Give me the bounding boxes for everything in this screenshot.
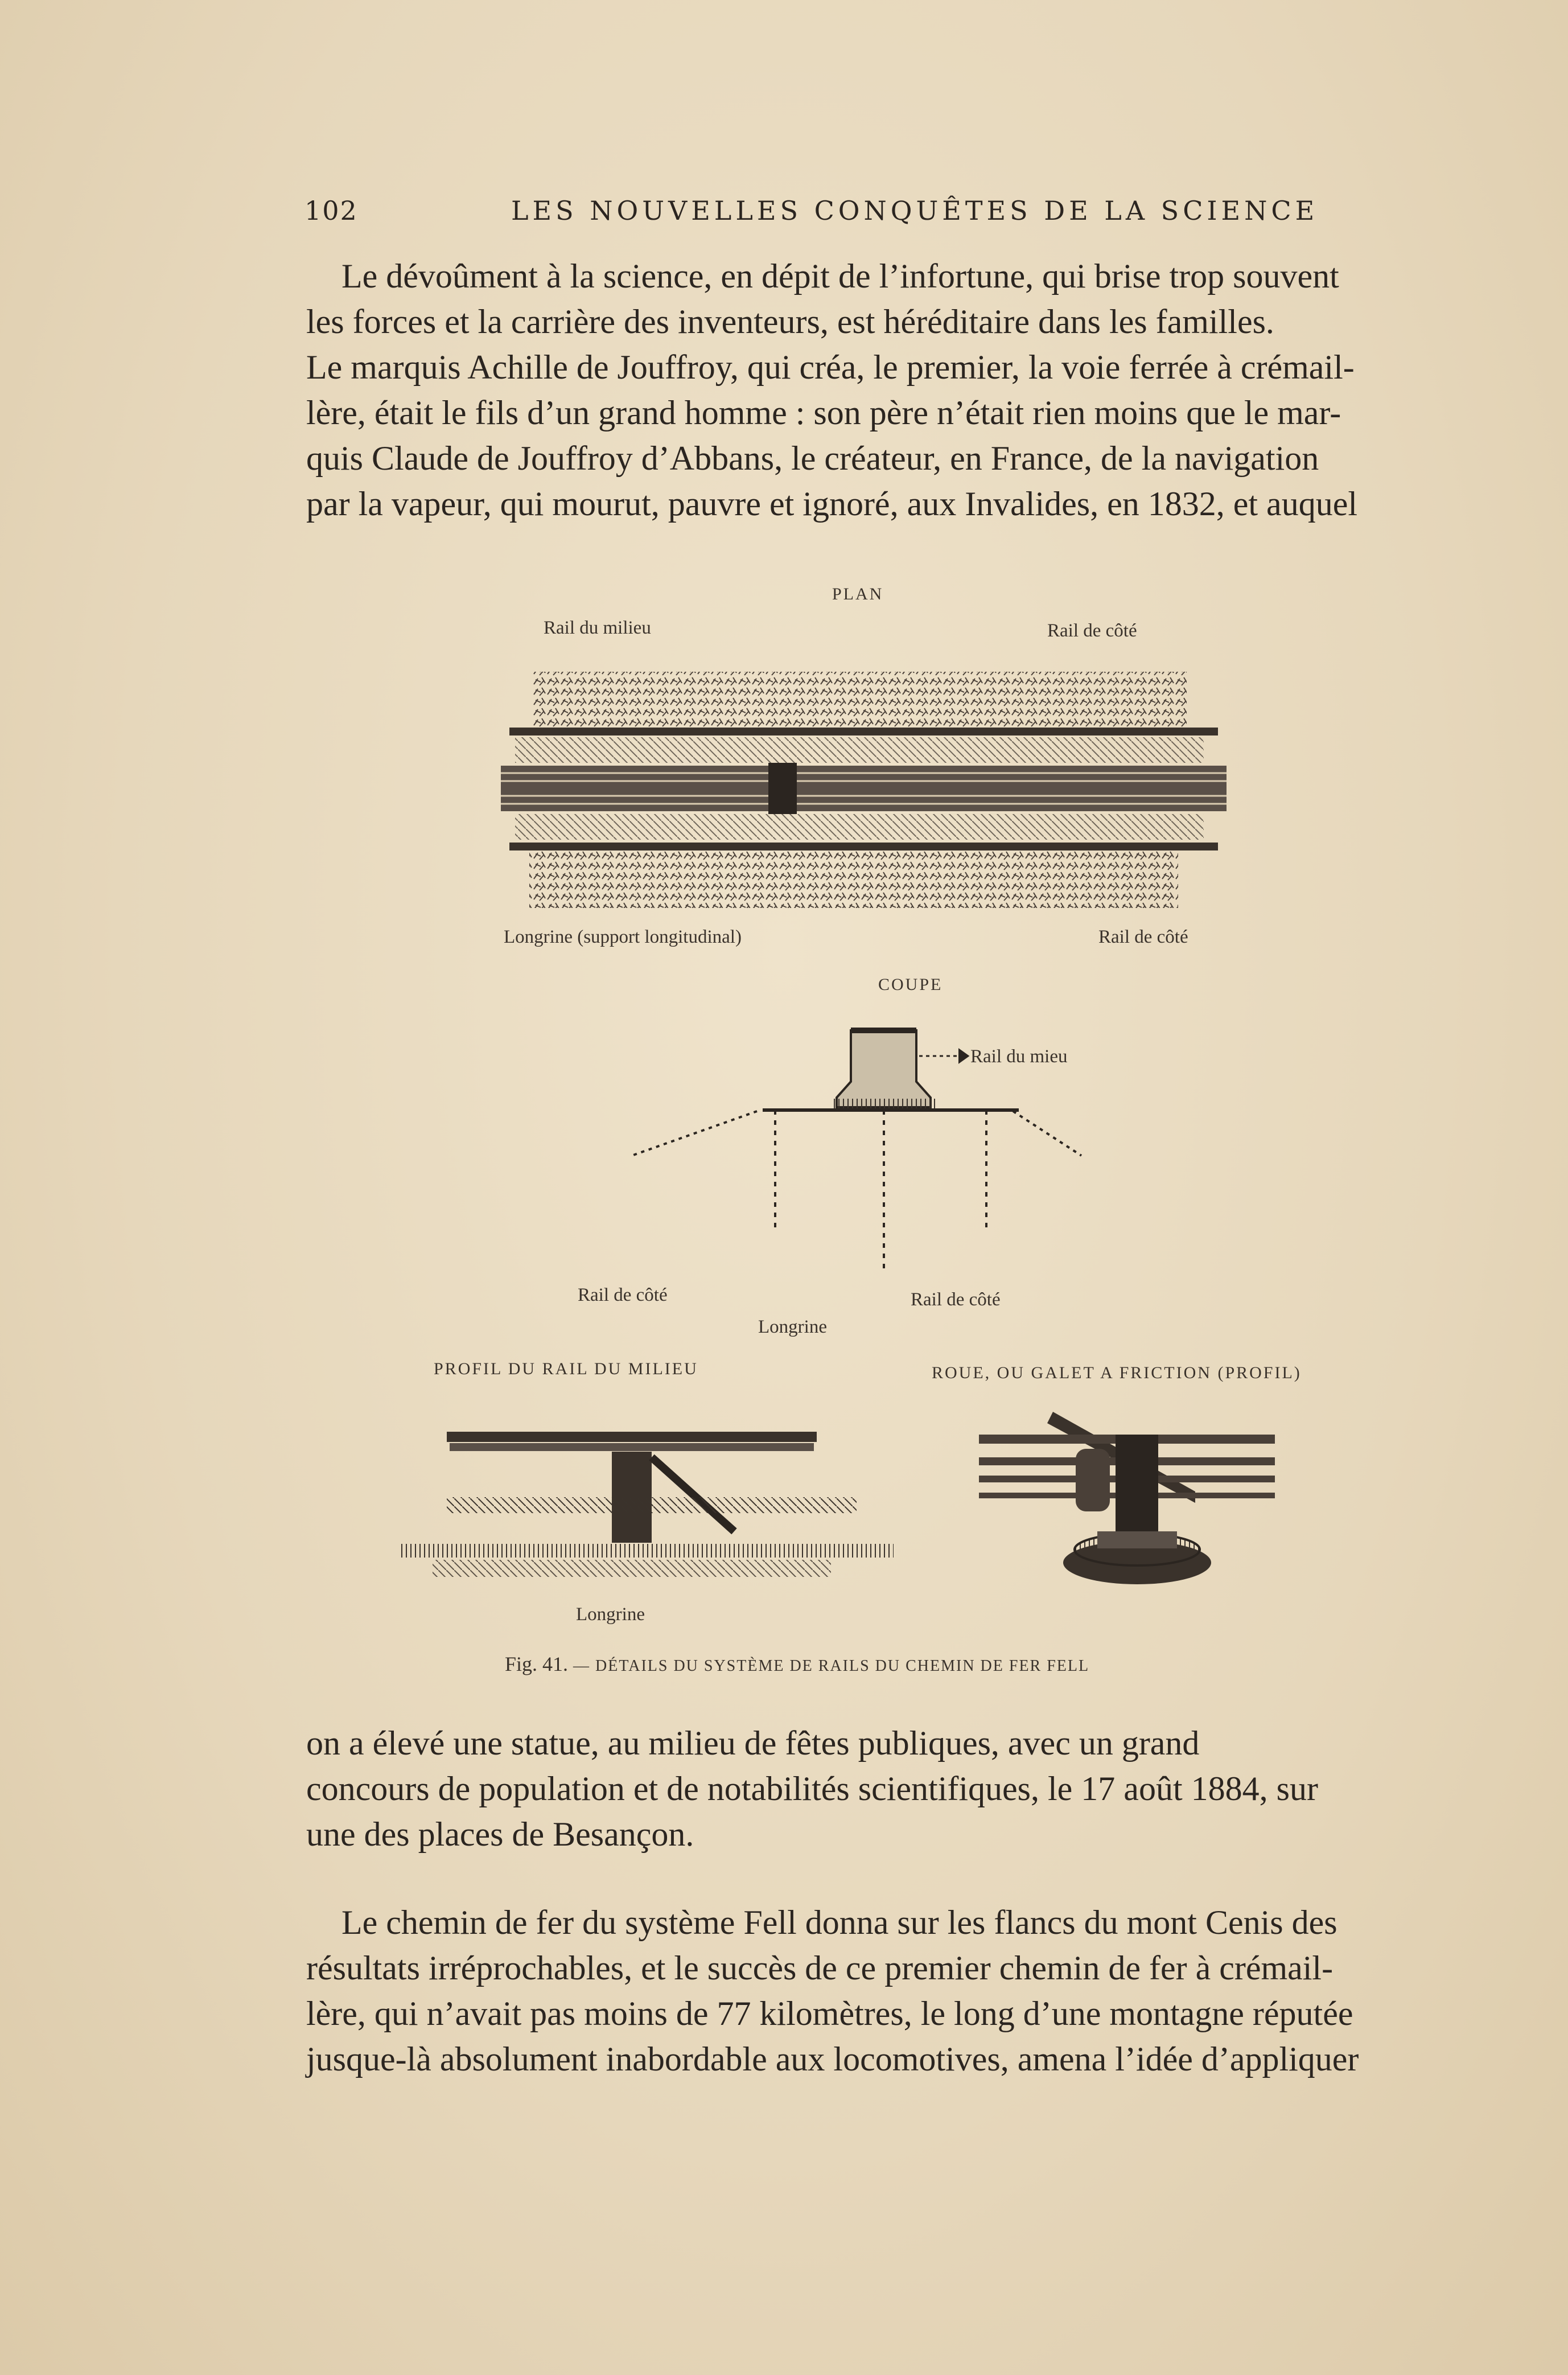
coupe-label-rail-cote-left: Rail de côté: [578, 1285, 668, 1305]
plan-label-rail-cote-top: Rail de côté: [1047, 621, 1137, 641]
profil-view: [398, 1432, 894, 1577]
text-line: par la vapeur, qui mourut, pauvre et ignoré, aux Invalides, en 1832, et auquel: [306, 485, 1357, 523]
text-line: on a élevé une statue, au milieu de fêtes publiques, avec un grand: [306, 1724, 1200, 1762]
text-line: lère, qui n’avait pas moins de 77 kilomètres, le long d’une montagne réputée: [306, 1995, 1353, 2032]
figure-caption-prefix: Fig. 41.: [505, 1653, 569, 1675]
ballast-top: [532, 672, 1187, 729]
roue-view: [979, 1412, 1275, 1584]
coupe-label-longrine: Longrine: [758, 1317, 827, 1337]
ballast-bottom: [529, 851, 1178, 908]
coupe-title: COUPE: [878, 975, 943, 994]
side-rail-top: [509, 728, 1218, 735]
hatched-band-top: [515, 737, 1204, 763]
rail-joint: [768, 763, 797, 814]
text-line: concours de population et de notabilités scientifiques, le 17 août 1884, sur: [306, 1770, 1318, 1807]
paragraph-3: [306, 1900, 1399, 2082]
running-title: LES NOUVELLES CONQUÊTES DE LA SCIENCE: [511, 195, 1319, 226]
roue-title: ROUE, OU GALET A FRICTION (PROFIL): [932, 1363, 1302, 1382]
text-line: Le chemin de fer du système Fell donna sur les flancs du mont Cenis des: [341, 1904, 1337, 1941]
text-line: résultats irréprochables, et le succès de ce premier chemin de fer à crémail-: [306, 1949, 1334, 1987]
text-line: Le marquis Achille de Jouffroy, qui créa, le premier, la voie ferrée à crémail-: [306, 348, 1355, 386]
plan-label-rail-milieu: Rail du milieu: [544, 618, 651, 638]
plan-label-rail-cote-bottom: Rail de côté: [1098, 927, 1188, 947]
profil-label-longrine: Longrine: [576, 1604, 645, 1625]
coupe-label-rail-milieu: Rail du mieu: [970, 1046, 1068, 1067]
figure-caption: [505, 1652, 1089, 1676]
hatched-band-bottom: [515, 814, 1204, 840]
paragraph-2: [306, 1720, 1399, 1857]
page-number: 102: [304, 195, 358, 226]
text-line: Le dévoûment à la science, en dépit de l’infortune, qui brise trop souvent: [341, 257, 1339, 295]
text-line: jusque-là absolument inabordable aux locomotives, amena l’idée d’appliquer: [306, 2040, 1359, 2078]
text-line: les forces et la carrière des inventeurs, est héréditaire dans les familles.: [306, 303, 1274, 340]
profil-title: PROFIL DU RAIL DU MILIEU: [434, 1359, 698, 1378]
text-line: une des places de Besançon.: [306, 1815, 694, 1853]
coupe-label-rail-cote-right: Rail de côté: [911, 1289, 1001, 1310]
plan-view: [501, 672, 1227, 908]
figure-caption-text: — DÉTAILS DU SYSTÈME DE RAILS DU CHEMIN DE FER FELL: [573, 1657, 1090, 1675]
side-rail-bottom: [509, 843, 1218, 850]
text-line: quis Claude de Jouffroy d’Abbans, le créateur, en France, de la navigation: [306, 439, 1319, 477]
text-line: lère, était le fils d’un grand homme : son père n’était rien moins que le mar-: [306, 394, 1341, 432]
plan-title: PLAN: [832, 585, 884, 603]
plan-label-longrine: Longrine (support longitudinal): [504, 927, 742, 947]
